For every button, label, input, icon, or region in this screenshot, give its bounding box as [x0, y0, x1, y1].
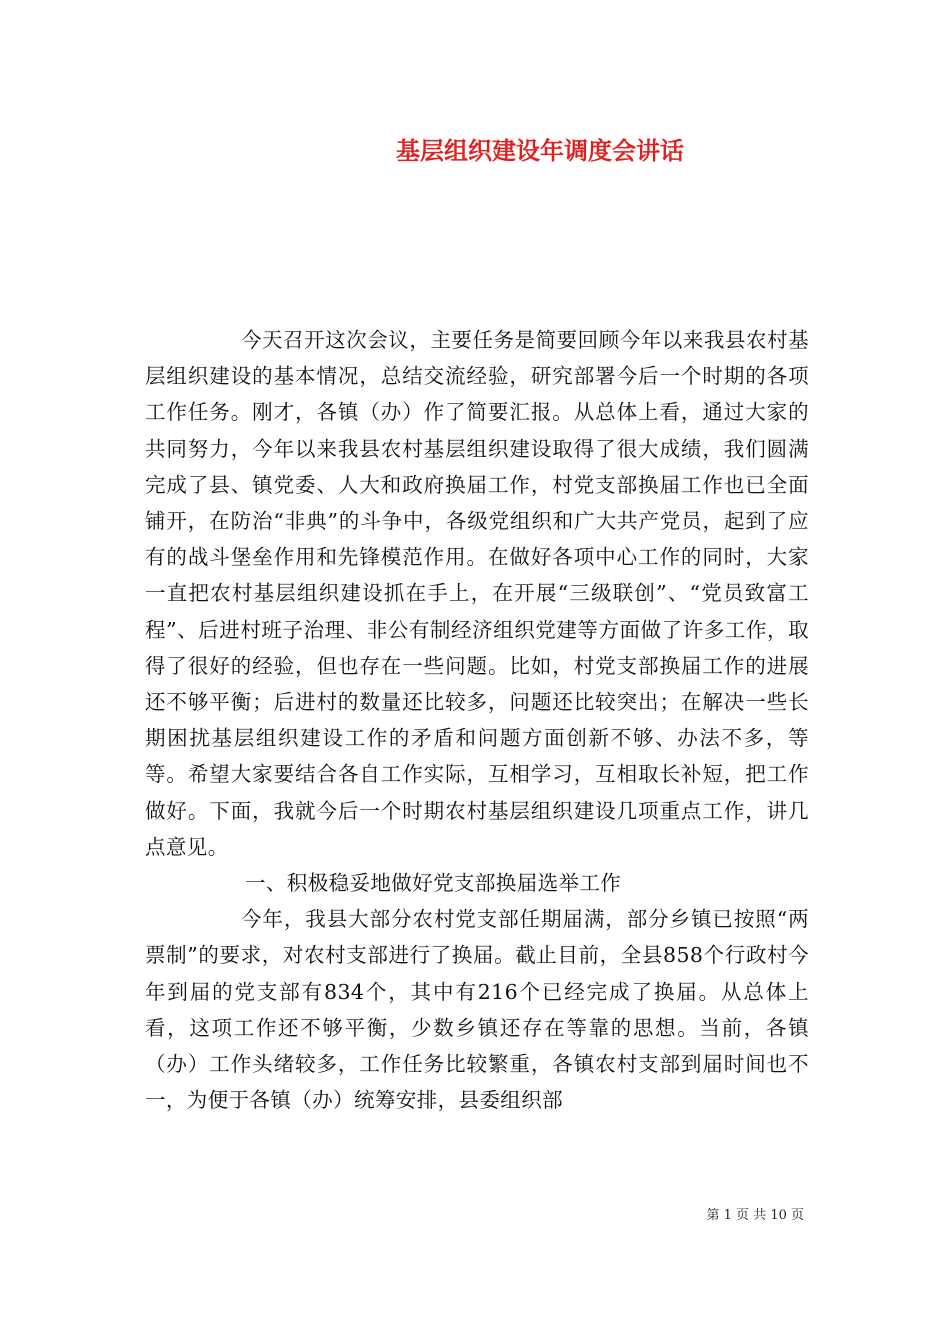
document-body [145, 322, 809, 1118]
section-heading: 一、积极稳妥地做好党支部换届选举工作 [245, 871, 622, 896]
body-paragraph: 今年，我县大部分农村党支部任期届满，部分乡镇已按照“两票制”的要求，对农村支部进行了换届。截止目前，全县858个行政村今年到届的党支部有834个，其中有216个已经完成了换届。从总体上看，这项工作还不够平衡，少数乡镇还存在等靠的思想。当前，各镇（办）工作头绪较多，工作任务比较繁重，各镇农村支部到届时间也不一，为便于各镇（办）统筹安排，县委组织部 [145, 907, 809, 1113]
page-number: 第 1 页 共 10 页 [706, 1208, 804, 1223]
document-title: 基层组织建设年调度会讲话 [396, 136, 684, 165]
body-paragraph: 今天召开这次会议，主要任务是简要回顾今年以来我县农村基层组织建设的基本情况，总结交流经验，研究部署今后一个时期的各项工作任务。刚才，各镇（办）作了简要汇报。从总体上看，通过大家的共同努力，今年以来我县农村基层组织建设取得了很大成绩，我们圆满完成了县、镇党委、人大和政府换届工作，村党支部换届工作也已全面铺开，在防治“非典”的斗争中，各级党组织和广大共产党员，起到了应有的战斗堡垒作用和先锋模范作用。在做好各项中心工作的同时，大家一直把农村基层组织建设抓在手上，在开展“三级联创”、“党员致富工程”、后进村班子治理、非公有制经济组织党建等方面做了许多工作，取得了很好的经验，但也存在一些问题。比如，村党支部换届工作的进展还不够平衡；后进村的数量还比较多，问题还比较突出；在解决一些长期困扰基层组织建设工作的矛盾和问题方面创新不够、办法不多，等等。希望大家要结合各自工作实际，互相学习，互相取长补短，把工作做好。下面，我就今后一个时期农村基层组织建设几项重点工作，讲几点意见。 [145, 328, 809, 859]
